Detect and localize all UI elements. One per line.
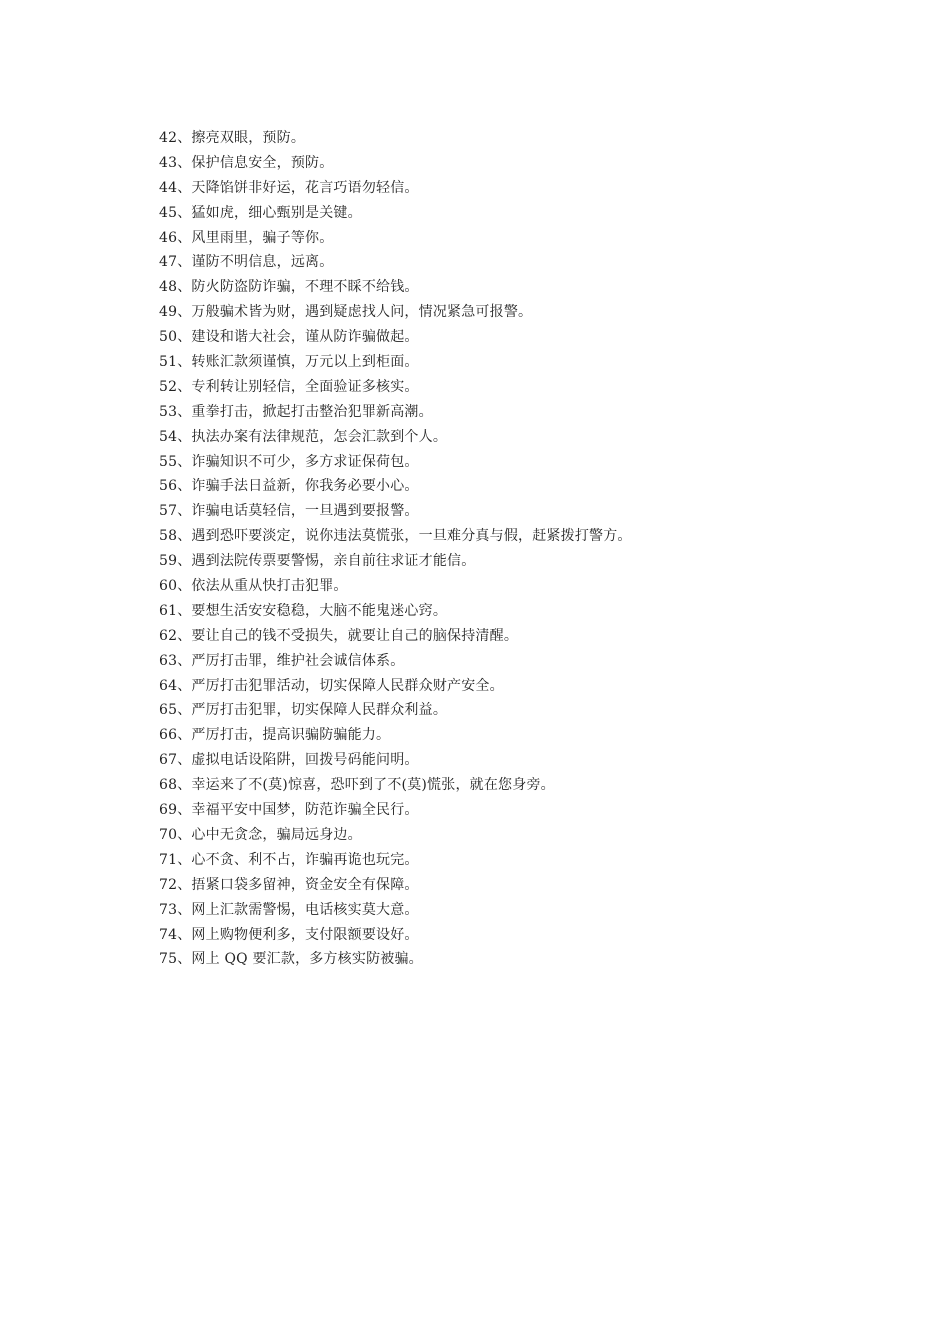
- list-item: 59、遇到法院传票要警惕，亲自前往求证才能信。: [159, 553, 476, 570]
- list-item: 48、防火防盗防诈骗，不理不睬不给钱。: [159, 279, 419, 296]
- list-item: 53、重拳打击，掀起打击整治犯罪新高潮。: [159, 403, 433, 420]
- list-item: 56、诈骗手法日益新，你我务必要小心。: [159, 478, 419, 495]
- list-item: 49、万般骗术皆为财，遇到疑虑找人问，情况紧急可报警。: [159, 304, 533, 321]
- list-item: 68、幸运来了不(莫)惊喜，恐吓到了不(莫)慌张，就在您身旁。: [159, 777, 555, 794]
- list-item: 42、擦亮双眼，预防。: [159, 130, 306, 146]
- list-item: 67、虚拟电话设陷阱，回拨号码能问明。: [159, 752, 419, 769]
- list-item: 69、幸福平安中国梦，防范诈骗全民行。: [159, 802, 419, 819]
- list-item: 64、严厉打击犯罪活动，切实保障人民群众财产安全。: [159, 677, 504, 694]
- list-item: 43、保护信息安全，预防。: [159, 154, 334, 171]
- list-item: 58、遇到恐吓要淡定，说你违法莫慌张，一旦难分真与假，赶紧拨打警方。: [159, 528, 632, 545]
- list-item: 63、严厉打击罪，维护社会诚信体系。: [159, 652, 405, 669]
- list-item: 71、心不贪、利不占，诈骗再诡也玩完。: [159, 851, 419, 868]
- list-item: 46、风里雨里，骗子等你。: [159, 229, 334, 246]
- list-item: 45、猛如虎，细心甄别是关键。: [159, 204, 362, 221]
- slogan-list: [159, 126, 879, 972]
- list-item: 65、严厉打击犯罪，切实保障人民群众利益。: [159, 702, 448, 719]
- list-item: 47、谨防不明信息，远离。: [159, 254, 334, 271]
- list-item: 73、网上汇款需警惕，电话核实莫大意。: [159, 901, 419, 918]
- list-item: 54、执法办案有法律规范，怎会汇款到个人。: [159, 428, 448, 445]
- list-item: 57、诈骗电话莫轻信，一旦遇到要报警。: [159, 503, 419, 520]
- list-item: 74、网上购物便利多，支付限额要设好。: [159, 926, 419, 943]
- list-item: 50、建设和谐大社会，谨从防诈骗做起。: [159, 329, 419, 346]
- list-item: 61、要想生活安安稳稳，大脑不能鬼迷心窍。: [159, 602, 448, 619]
- list-item: 72、捂紧口袋多留神，资金安全有保障。: [159, 876, 419, 893]
- list-item: 44、天降馅饼非好运，花言巧语勿轻信。: [159, 179, 419, 196]
- list-item: 51、转账汇款须谨慎，万元以上到柜面。: [159, 354, 419, 371]
- list-item: 60、依法从重从快打击犯罪。: [159, 578, 348, 595]
- list-item: 66、严厉打击，提高识骗防骗能力。: [159, 727, 391, 744]
- list-item: 62、要让自己的钱不受损失，就要让自己的脑保持清醒。: [159, 627, 519, 644]
- list-item: 52、专利转让别轻信，全面验证多核实。: [159, 378, 419, 395]
- list-item: 70、心中无贪念，骗局远身边。: [159, 826, 362, 843]
- list-item: 75、网上 QQ 要汇款，多方核实防被骗。: [159, 951, 423, 968]
- list-item: 55、诈骗知识不可少，多方求证保荷包。: [159, 453, 419, 470]
